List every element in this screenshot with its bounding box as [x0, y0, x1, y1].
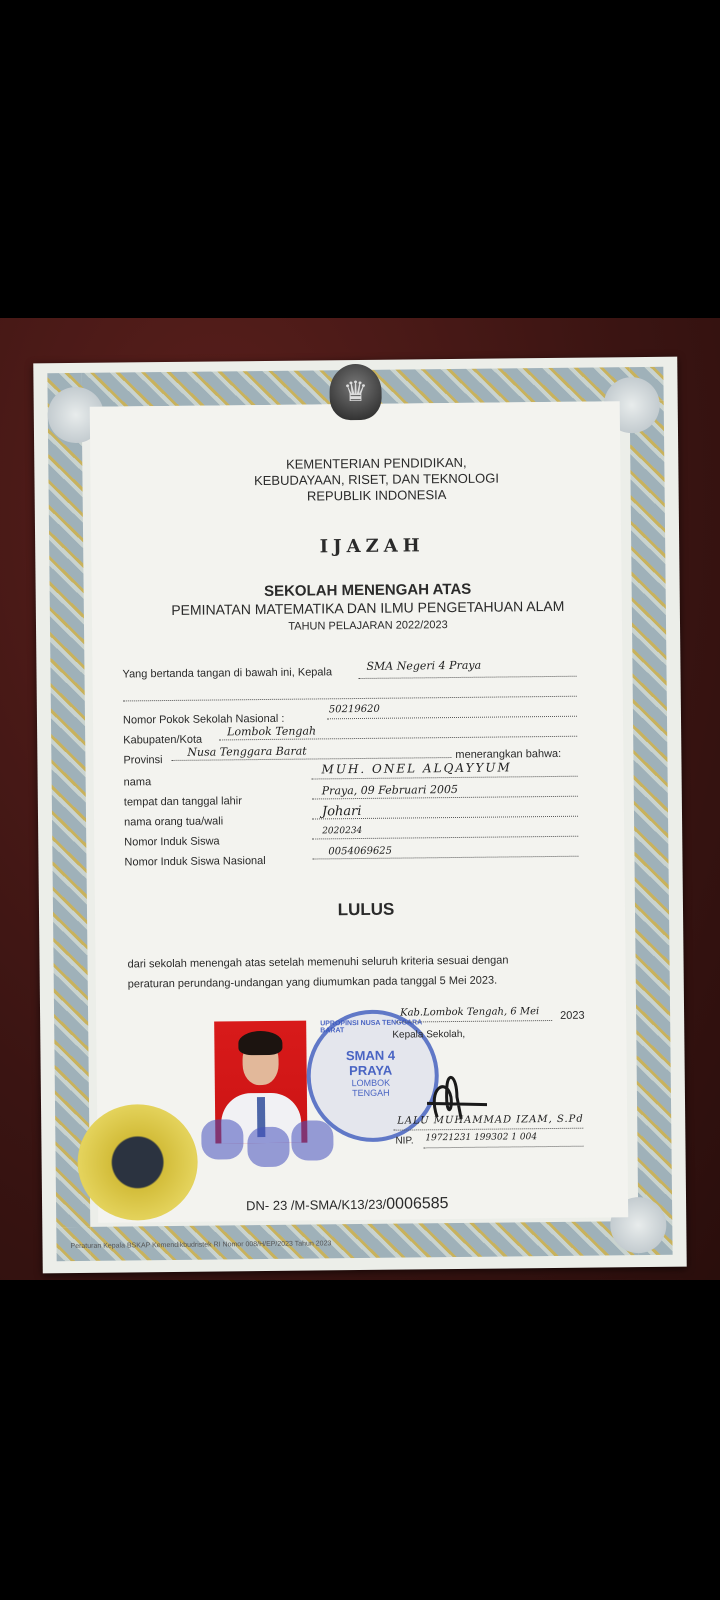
menerangkan-text: menerangkan bahwa:	[455, 747, 562, 761]
stamp-region: LOMBOK TENGAH	[351, 1077, 391, 1099]
footer-regulation: Peraturan Kepala BSKAP Kemendikbudristek RI Nomor 008/H/EP/2023 Tahun 2023	[70, 1240, 332, 1251]
sign-role: Kepala Sekolah,	[392, 1028, 466, 1041]
nama-value: MUH. ONEL ALQAYYUM	[321, 760, 512, 777]
provinsi-label: Provinsi	[123, 754, 163, 767]
intro-label: Yang bertanda tangan di bawah ini, Kepala	[122, 666, 333, 681]
nisn-value: 0054069625	[328, 845, 393, 858]
kabupaten-label: Kabupaten/Kota	[123, 733, 203, 747]
document-title: IJAZAH	[319, 535, 425, 558]
ttl-label: tempat dan tanggal lahir	[123, 795, 242, 809]
ministry-line3: REPUBLIK INDONESIA	[306, 487, 447, 504]
certificate	[33, 357, 686, 1274]
nip-value: 19721231 199302 1 004	[425, 1132, 538, 1144]
ministry-line1: KEMENTERIAN PENDIDIKAN,	[285, 454, 467, 472]
result-lulus: LULUS	[337, 899, 395, 920]
ortu-value: Johari	[321, 803, 362, 820]
serial-number	[246, 1195, 449, 1215]
garuda-emblem-icon: ♛	[329, 364, 382, 421]
ministry-line2: KEBUDAYAAN, RISET, DAN TEKNOLOGI	[253, 470, 500, 489]
nip-label: NIP.	[395, 1135, 414, 1147]
npsn-value: 50219620	[328, 703, 380, 716]
academic-year: TAHUN PELAJARAN 2022/2023	[288, 619, 448, 633]
sign-place-date: Kab.Lombok Tengah, 6 Mei	[400, 1006, 540, 1019]
nis-value: 2020234	[322, 825, 363, 837]
nisn-label: Nomor Induk Siswa Nasional	[124, 854, 266, 869]
photo-hair	[238, 1031, 282, 1055]
thumbprint	[201, 1119, 243, 1159]
sign-year: 2023	[560, 1009, 585, 1022]
npsn-label: Nomor Pokok Sekolah Nasional :	[122, 712, 285, 727]
ttl-value: Praya, 09 Februari 2005	[321, 782, 459, 798]
ministry-header	[74, 453, 678, 507]
kabupaten-value: Lombok Tengah	[227, 724, 317, 739]
nis-label: Nomor Induk Siswa	[124, 835, 220, 849]
provinsi-value: Nusa Tenggara Barat	[187, 744, 307, 759]
school-level: SEKOLAH MENENGAH ATAS	[263, 580, 472, 600]
program: PEMINATAN MATEMATIKA DAN ILMU PENGETAHUAN ALAM	[171, 597, 565, 618]
statement-line2: peraturan perundang-undangan yang diumumkan pada tanggal 5 Mei 2023.	[127, 974, 498, 991]
serial-prefix: DN- 23 /M-SMA/K13/23/	[246, 1196, 387, 1214]
stamp-school: SMAN 4 PRAYA	[345, 1047, 396, 1079]
stamp-ring-text: UPROPINSI NUSA TENGGARA BARAT	[320, 1019, 422, 1035]
nama-label: nama	[123, 776, 152, 789]
principal-name: LALU MUHAMMAD IZAM, S.Pd	[397, 1113, 584, 1127]
thumbprint	[247, 1127, 289, 1167]
ortu-label: nama orang tua/wali	[124, 815, 224, 829]
serial-digits: 0006585	[386, 1195, 449, 1213]
thumbprint	[291, 1120, 333, 1160]
school-name-value: SMA Negeri 4 Praya	[366, 658, 482, 673]
statement-line1: dari sekolah menengah atas setelah memenuhi seluruh kriteria sesuai dengan	[127, 954, 509, 971]
